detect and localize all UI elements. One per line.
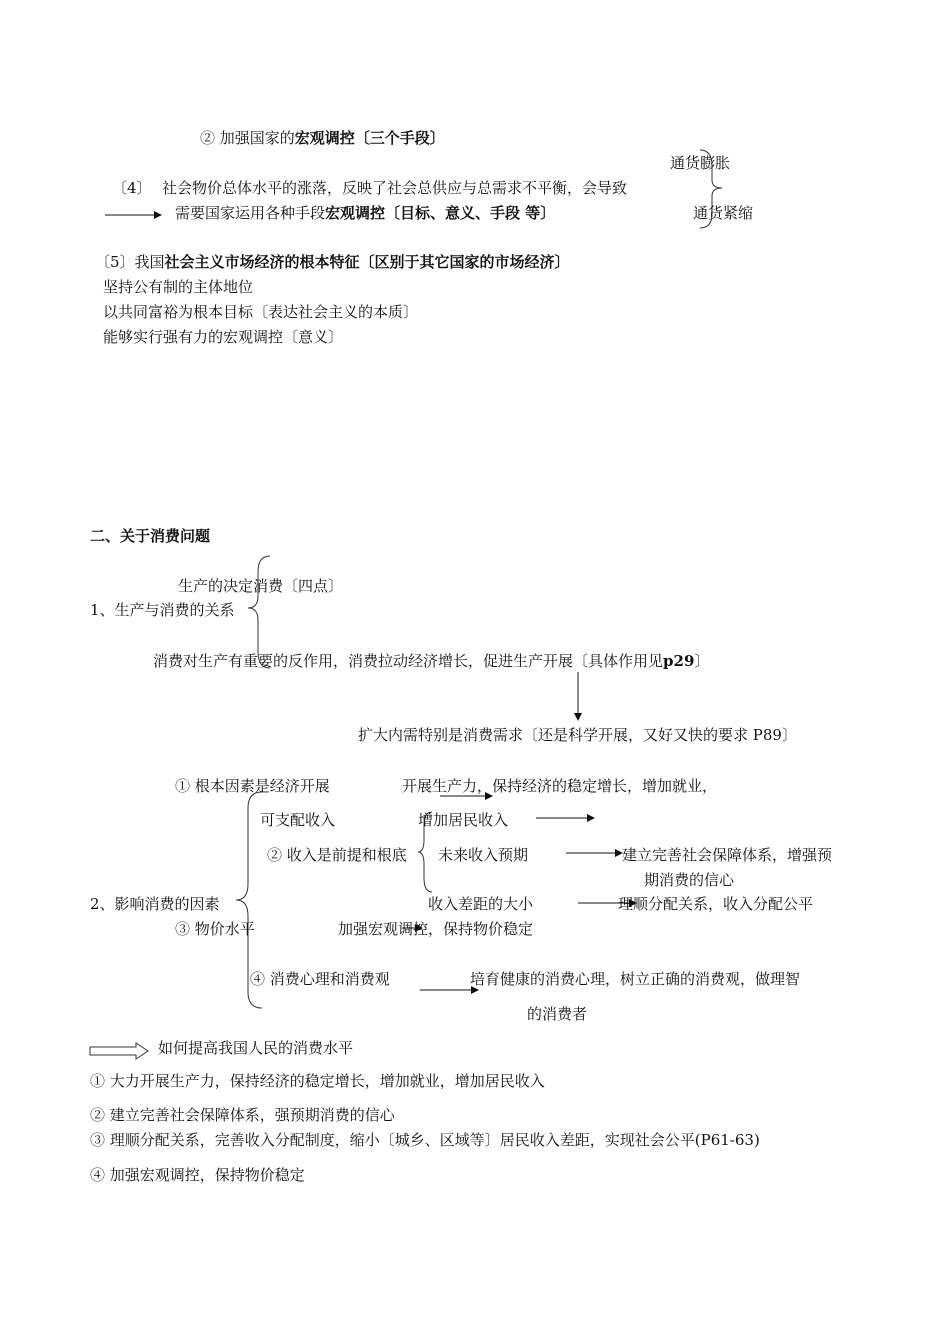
rel-b-prefix: 消费对生产有重要的反作用，消费拉动经济增长，促进生产开展〔具体作用见 (153, 652, 664, 670)
item5-prefix: 〔5〕我国 (95, 253, 165, 271)
macro-control-line (200, 128, 445, 148)
inflation-label: 通货膨胀 (670, 154, 731, 172)
future-income: 未来收入预期 (438, 846, 529, 864)
factor-4: ④ 消费心理和消费观 (250, 970, 390, 988)
gap-result: 理顺分配关系，收入分配公平 (618, 895, 814, 913)
domestic-demand: 扩大内需特别是消费需求〔还是科学开展，又好又快的要求 P89〕 (358, 726, 797, 744)
factor-4-result-1: 培育健康的消费心理，树立正确的消费观，做理智 (470, 970, 801, 988)
item5-point: 能够实行强有力的宏观调控〔意义〕 (103, 328, 344, 346)
hollow-arrow-icon (90, 1043, 148, 1059)
item5-title (95, 252, 570, 272)
improve-point: ② 建立完善社会保障体系，强预期消费的信心 (90, 1106, 395, 1124)
improve-point: ① 大力开展生产力，保持经济的稳定增长，增加就业，增加居民收入 (90, 1072, 545, 1090)
section-title: 二、关于消费问题 (90, 527, 211, 545)
rel-b-suffix: 〕 (694, 652, 710, 670)
item4-need-bold: 宏观调控〔目标、意义、手段 等〕 (325, 204, 556, 222)
rel-title: 1、生产与消费的关系 (90, 601, 235, 619)
rel-b-bold: p29 (663, 652, 695, 670)
macro-control-bold: 宏观调控〔三个手段〕 (294, 129, 445, 147)
future-result-1: 建立完善社会保障体系，增强预 (622, 846, 833, 864)
factor-1: ① 根本因素是经济开展 (175, 777, 330, 795)
macro-control-prefix: ② 加强国家的 (200, 129, 295, 147)
factors-title: 2、影响消费的因素 (90, 895, 220, 913)
increase-income: 增加居民收入 (418, 811, 509, 829)
factor-2: ② 收入是前提和根底 (267, 846, 407, 864)
improve-point: ③ 理顺分配关系，完善收入分配制度，缩小〔城乡、区域等〕居民收入差距，实现社会公平(P61-63) (90, 1131, 760, 1149)
item5-point: 以共同富裕为根本目标〔表达社会主义的本质〕 (103, 303, 419, 321)
income-gap: 收入差距的大小 (428, 895, 534, 913)
factor-4-result-2: 的消费者 (527, 1005, 588, 1023)
rel-production-decides: 生产的决定消费〔四点〕 (178, 577, 344, 595)
disposable-income: 可支配收入 (260, 811, 336, 829)
factor-1-result: 开展生产力，保持经济的稳定增长，增加就业， (402, 777, 718, 795)
deflation-label: 通货紧缩 (693, 204, 754, 222)
item5-bold: 社会主义市场经济的根本特征〔区别于其它国家的市场经济〕 (164, 253, 570, 271)
item5-point: 坚持公有制的主体地位 (103, 278, 254, 296)
factor-3: ③ 物价水平 (175, 920, 255, 938)
improve-title: 如何提高我国人民的消费水平 (158, 1039, 354, 1057)
item4-label: 〔4〕 (112, 179, 152, 197)
item4-text: 社会物价总体水平的涨落，反映了社会总供应与总需求不平衡，会导致 (162, 179, 628, 197)
item4-need-line (175, 203, 555, 223)
future-result-2: 期消费的信心 (644, 871, 735, 889)
factor-3-result: 加强宏观调控，保持物价稳定 (338, 920, 534, 938)
improve-point: ④ 加强宏观调控，保持物价稳定 (90, 1166, 305, 1184)
item4-need-prefix: 需要国家运用各种手段 (175, 204, 326, 222)
rel-consumption-reacts (153, 651, 709, 671)
